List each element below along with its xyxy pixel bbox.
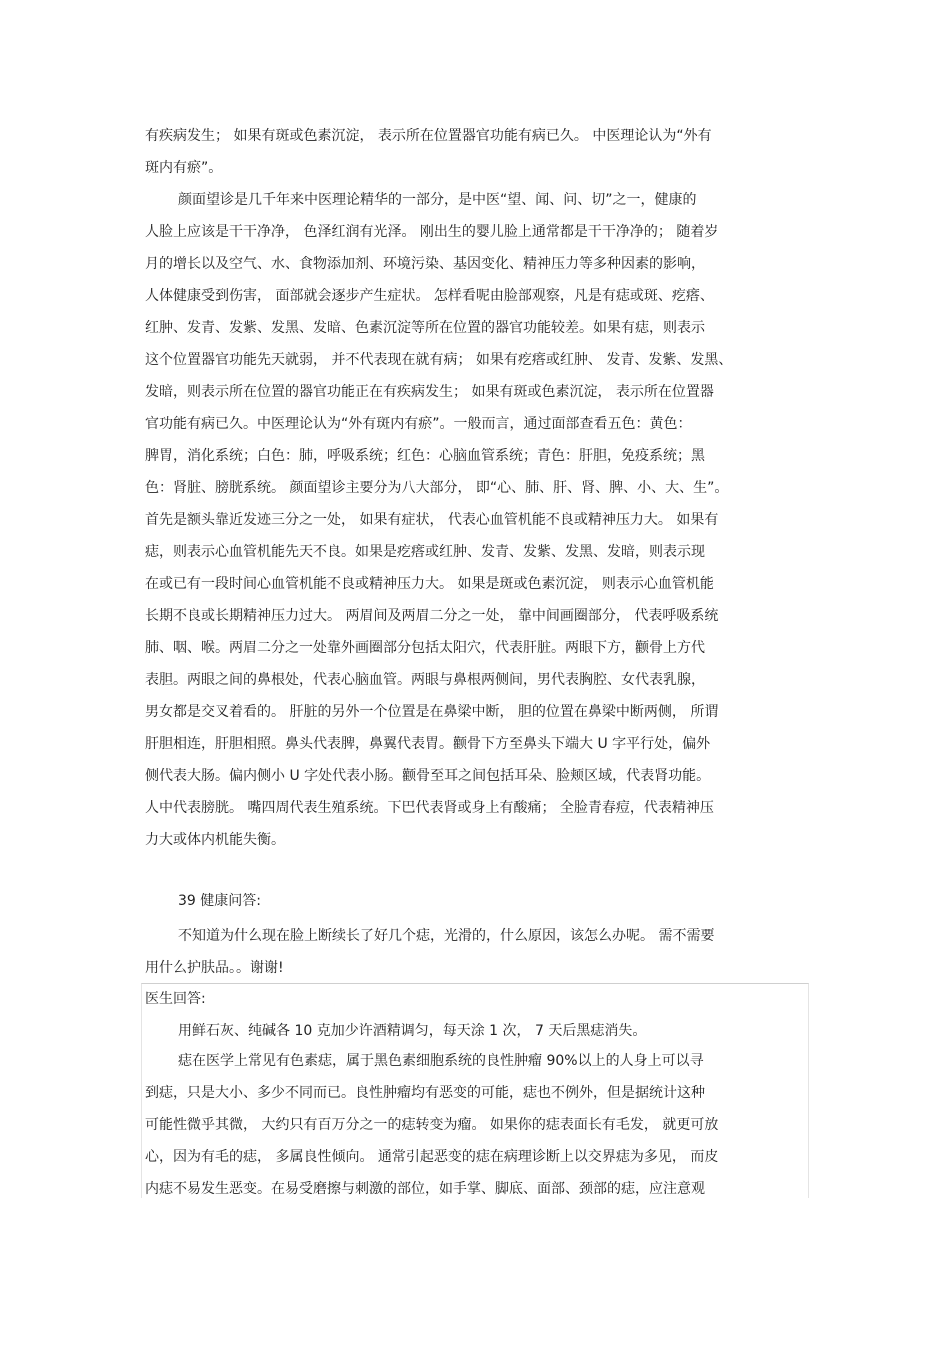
- answer-label: 医生回答:: [145, 991, 206, 1007]
- paragraph2-line: 人中代表膀胱。 嘴四周代表生殖系统。下巴代表肾或身上有酸痛； 全脸青春痘，代表精神压: [145, 800, 714, 816]
- paragraph2-line: 这个位置器官功能先天就弱， 并不代表现在就有病； 如果有疙瘩或红肿、 发青、发紫、发黑、: [145, 352, 733, 368]
- paragraph2-line: 表胆。两眼之间的鼻根处，代表心脑血管。两眼与鼻根两侧间，男代表胸腔、女代表乳腺，: [145, 672, 705, 688]
- paragraph2-line: 痣，则表示心血管机能先天不良。如果是疙瘩或红肿、发青、发紫、发黑、发暗，则表示现: [145, 544, 705, 560]
- paragraph2-line: 首先是额头靠近发迹三分之一处， 如果有症状， 代表心血管机能不良或精神压力大。 如果有: [145, 512, 719, 528]
- paragraph2-line: 人脸上应该是干干净净， 色泽红润有光泽。 刚出生的婴儿脸上通常都是干干净净的； 随着岁: [145, 224, 719, 240]
- paragraph2-line: 发暗，则表示所在位置的器官功能正在有疾病发生； 如果有斑或色素沉淀， 表示所在位置器: [145, 384, 714, 400]
- answer2-line: 心，因为有毛的痣， 多属良性倾向。 通常引起恶变的痣在病理诊断上以交界痣为多见， 而皮: [145, 1149, 719, 1165]
- paragraph2-line: 脾胃，消化系统；白色：肺，呼吸系统；红色：心脑血管系统；青色：肝胆，免疫系统；黑: [145, 448, 705, 464]
- answer2-line: 痣在医学上常见有色素痣，属于黑色素细胞系统的良性肿瘤 90%以上的人身上可以寻: [178, 1053, 704, 1069]
- paragraph2-line: 红肿、发青、发紫、发黑、发暗、色素沉淀等所在位置的器官功能较差。如果有痣，则表示: [145, 320, 705, 336]
- paragraph2-line: 月的增长以及空气、水、食物添加剂、环境污染、基因变化、精神压力等多种因素的影响，: [145, 256, 705, 272]
- paragraph2-line: 在或已有一段时间心血管机能不良或精神压力大。 如果是斑或色素沉淀， 则表示心血管机能: [145, 576, 714, 592]
- paragraph2-line: 人体健康受到伤害， 面部就会逐步产生症状。 怎样看呢由脸部观察，凡是有痣或斑、疙瘩、: [145, 288, 714, 304]
- question-line: 不知道为什么现在脸上断续长了好几个痣，光滑的，什么原因，该怎么办呢。 需不需要: [178, 928, 715, 944]
- answer2-line: 到痣，只是大小、多少不同而已。良性肿瘤均有恶变的可能，痣也不例外，但是据统计这种: [145, 1085, 705, 1101]
- question-line: 用什么护肤品。。谢谢!: [145, 960, 284, 976]
- paragraph2-line: 肝胆相连，肝胆相照。鼻头代表脾，鼻翼代表胃。颧骨下方至鼻头下端大 U 字平行处，偏外: [145, 736, 711, 752]
- answer1-line: 用鲜石灰、纯碱各 10 克加少许酒精调匀，每天涂 1 次， 7 天后黑痣消失。: [178, 1023, 647, 1039]
- paragraph2-line: 力大或体内机能失衡。: [145, 832, 285, 848]
- section-title: 39 健康问答:: [178, 893, 261, 909]
- answer2-line: 可能性微乎其微， 大约只有百万分之一的痣转变为瘤。 如果你的痣表面长有毛发， 就更可放: [145, 1117, 719, 1133]
- paragraph2-line: 长期不良或长期精神压力过大。 两眉间及两眉二分之一处， 靠中间画圈部分， 代表呼吸系统: [145, 608, 719, 624]
- paragraph2-line: 色：肾脏、膀胱系统。 颜面望诊主要分为八大部分， 即“心、肺、肝、肾、脾、小、大、生”。: [145, 480, 729, 496]
- paragraph2-line: 官功能有病已久。中医理论认为“外有斑内有瘀”。一般而言，通过面部查看五色：黄色：: [145, 416, 692, 432]
- answer2-line: 内痣不易发生恶变。在易受磨擦与刺激的部位，如手掌、脚底、面部、颈部的痣，应注意观: [145, 1181, 705, 1197]
- paragraph2-line: 肺、咽、喉。两眉二分之一处靠外画圈部分包括太阳穴，代表肝脏。两眼下方，颧骨上方代: [145, 640, 705, 656]
- paragraph2-line: 颜面望诊是几千年来中医理论精华的一部分，是中医“望、闻、问、切”之一，健康的: [178, 192, 697, 208]
- paragraph2-line: 男女都是交叉着看的。 肝脏的另外一个位置是在鼻梁中断， 胆的位置在鼻梁中断两侧， 所谓: [145, 704, 719, 720]
- paragraph2-line: 侧代表大肠。偏内侧小 U 字处代表小肠。颧骨至耳之间包括耳朵、脸颊区域，代表肾功能。: [145, 768, 711, 784]
- paragraph1-line: 有疾病发生； 如果有斑或色素沉淀， 表示所在位置器官功能有病已久。 中医理论认为“外有: [145, 128, 712, 144]
- paragraph1-line: 斑内有瘀”。: [145, 160, 223, 176]
